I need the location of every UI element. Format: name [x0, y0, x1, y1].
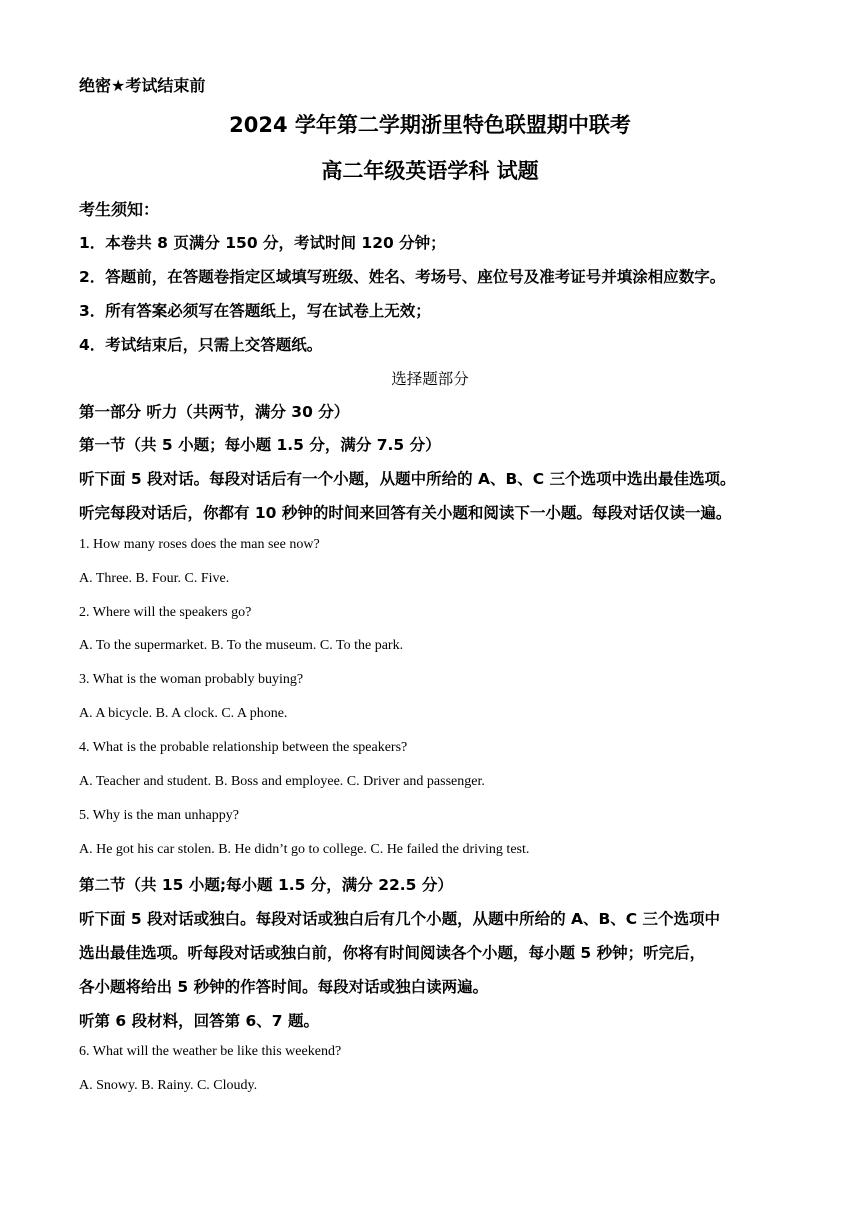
- section1-instructions: 听下面 5 段对话。每段对话后有一个小题，从题中所给的 A、B、C 三个选项中选出最佳选项。: [79, 470, 736, 488]
- answer-options: A. To the supermarket. B. To the museum. C. To the park.: [79, 638, 404, 653]
- section1-instructions: 听完每段对话后，你都有 10 秒钟的时间来回答有关小题和阅读下一小题。每段对话仅读一遍。: [79, 504, 732, 522]
- section2-instructions: 选出最佳选项。听每段对话或独白前，你将有时间阅读各个小题，每小题 5 秒钟；听完后，: [79, 944, 706, 962]
- answer-options: A. Snowy. B. Rainy. C. Cloudy.: [79, 1078, 258, 1093]
- part-title: 第一部分 听力（共两节，满分 30 分）: [79, 403, 350, 421]
- note-item: 1．本卷共 8 页满分 150 分，考试时间 120 分钟；: [79, 234, 446, 252]
- question: 2. Where will the speakers go?: [79, 605, 252, 620]
- question: 6. What will the weather be like this weekend?: [79, 1044, 342, 1059]
- answer-options: A. Three. B. Four. C. Five.: [79, 571, 230, 586]
- confidential-label: 绝密★考试结束前: [79, 76, 206, 95]
- material-label: 听第 6 段材料，回答第 6、7 题。: [79, 1012, 319, 1030]
- section2-instructions: 听下面 5 段对话或独白。每段对话或独白后有几个小题，从题中所给的 A、B、C 三个选项中: [79, 910, 721, 928]
- notes-heading: 考生须知：: [79, 200, 160, 219]
- section2-title: 第二节（共 15 小题;每小题 1.5 分，满分 22.5 分）: [79, 876, 453, 894]
- answer-options: A. He got his car stolen. B. He didn’t go to college. C. He failed the driving test.: [79, 842, 530, 857]
- section-label: 选择题部分: [391, 370, 469, 388]
- question: 5. Why is the man unhappy?: [79, 808, 239, 823]
- section1-title: 第一节（共 5 小题；每小题 1.5 分，满分 7.5 分）: [79, 436, 441, 454]
- question: 3. What is the woman probably buying?: [79, 672, 304, 687]
- note-item: 2．答题前，在答题卷指定区域填写班级、姓名、考场号、座位号及准考证号并填涂相应数字。: [79, 268, 726, 286]
- exam-subtitle: 高二年级英语学科 试题: [321, 159, 539, 183]
- question: 4. What is the probable relationship between the speakers?: [79, 740, 408, 755]
- note-item: 3．所有答案必须写在答题纸上，写在试卷上无效；: [79, 302, 431, 320]
- note-item: 4．考试结束后，只需上交答题纸。: [79, 336, 323, 354]
- section2-instructions: 各小题将给出 5 秒钟的作答时间。每段对话或独白读两遍。: [79, 978, 489, 996]
- question: 1. How many roses does the man see now?: [79, 537, 320, 552]
- answer-options: A. A bicycle. B. A clock. C. A phone.: [79, 706, 288, 721]
- answer-options: A. Teacher and student. B. Boss and employee. C. Driver and passenger.: [79, 774, 485, 789]
- exam-title: 2024 学年第二学期浙里特色联盟期中联考: [229, 113, 631, 137]
